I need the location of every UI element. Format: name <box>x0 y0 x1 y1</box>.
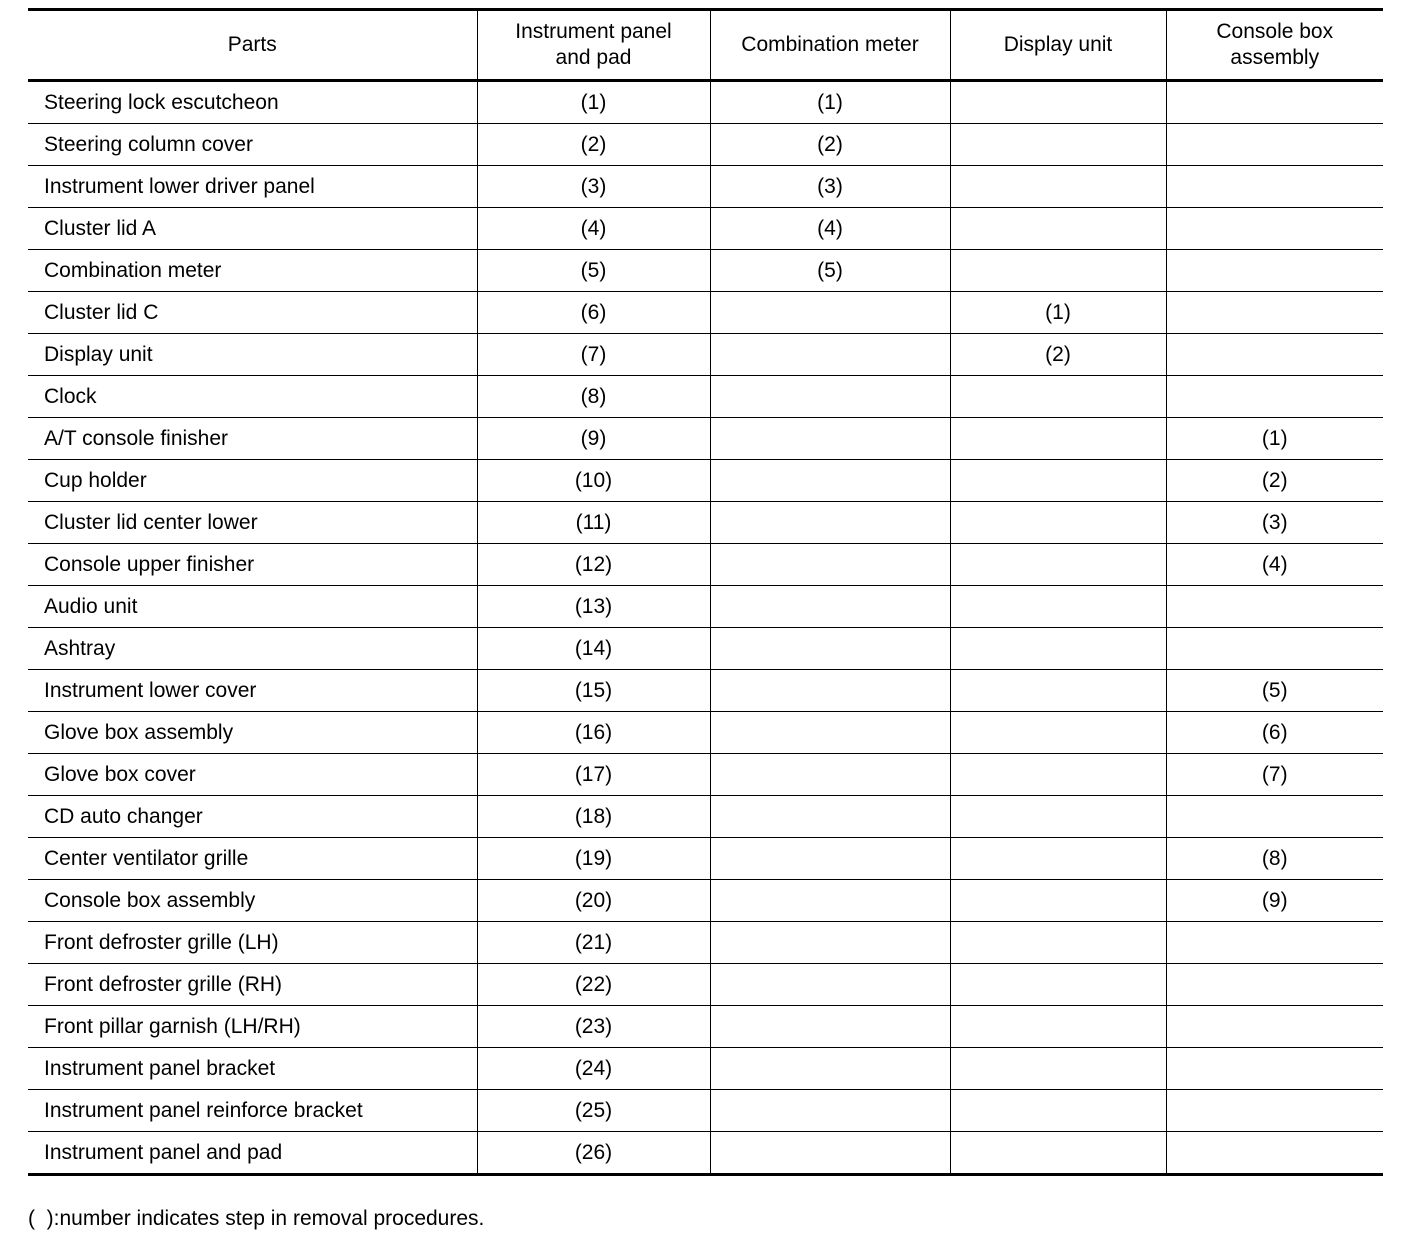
instrument-panel-step-cell: (16) <box>477 712 710 754</box>
console-box-step-cell <box>1166 1090 1383 1132</box>
display-unit-step-cell <box>950 1090 1166 1132</box>
display-unit-step-cell <box>950 1006 1166 1048</box>
instrument-panel-step-cell: (10) <box>477 460 710 502</box>
display-unit-step-cell <box>950 880 1166 922</box>
display-unit-step-cell <box>950 712 1166 754</box>
instrument-panel-step-cell: (13) <box>477 586 710 628</box>
display-unit-step-cell <box>950 586 1166 628</box>
instrument-panel-step-cell: (20) <box>477 880 710 922</box>
header-instrument-panel-and-pad: Instrument panel and pad <box>477 10 710 81</box>
table-row <box>28 796 1383 838</box>
combination-meter-step-cell <box>710 292 950 334</box>
display-unit-step-cell <box>950 838 1166 880</box>
console-box-step-cell <box>1166 1132 1383 1175</box>
instrument-panel-step-cell: (24) <box>477 1048 710 1090</box>
part-name-cell: Instrument panel and pad <box>28 1132 477 1175</box>
display-unit-step-cell: (1) <box>950 292 1166 334</box>
combination-meter-step-cell <box>710 754 950 796</box>
part-name-cell: Cluster lid center lower <box>28 502 477 544</box>
part-name-cell: Front defroster grille (LH) <box>28 922 477 964</box>
console-box-step-cell: (7) <box>1166 754 1383 796</box>
combination-meter-step-cell: (3) <box>710 166 950 208</box>
part-name-cell: Instrument panel reinforce bracket <box>28 1090 477 1132</box>
combination-meter-step-cell <box>710 670 950 712</box>
combination-meter-step-cell <box>710 838 950 880</box>
console-box-step-cell <box>1166 628 1383 670</box>
display-unit-step-cell <box>950 922 1166 964</box>
instrument-panel-step-cell: (8) <box>477 376 710 418</box>
table-row <box>28 292 1383 334</box>
display-unit-step-cell <box>950 502 1166 544</box>
console-box-step-cell <box>1166 586 1383 628</box>
table-row <box>28 250 1383 292</box>
combination-meter-step-cell <box>710 460 950 502</box>
instrument-panel-step-cell: (15) <box>477 670 710 712</box>
console-box-step-cell <box>1166 81 1383 124</box>
combination-meter-step-cell <box>710 1090 950 1132</box>
table-row <box>28 502 1383 544</box>
instrument-panel-step-cell: (14) <box>477 628 710 670</box>
table-row <box>28 166 1383 208</box>
table-row <box>28 922 1383 964</box>
part-name-cell: Front defroster grille (RH) <box>28 964 477 1006</box>
console-box-step-cell <box>1166 796 1383 838</box>
display-unit-step-cell <box>950 418 1166 460</box>
table-row <box>28 1006 1383 1048</box>
combination-meter-step-cell <box>710 586 950 628</box>
combination-meter-step-cell <box>710 1048 950 1090</box>
instrument-panel-step-cell: (5) <box>477 250 710 292</box>
instrument-panel-step-cell: (19) <box>477 838 710 880</box>
table-row <box>28 670 1383 712</box>
display-unit-step-cell <box>950 166 1166 208</box>
display-unit-step-cell <box>950 376 1166 418</box>
part-name-cell: Center ventilator grille <box>28 838 477 880</box>
part-name-cell: Clock <box>28 376 477 418</box>
table-row <box>28 460 1383 502</box>
display-unit-step-cell <box>950 964 1166 1006</box>
part-name-cell: Console upper finisher <box>28 544 477 586</box>
combination-meter-step-cell: (1) <box>710 81 950 124</box>
instrument-panel-step-cell: (26) <box>477 1132 710 1175</box>
display-unit-step-cell <box>950 1048 1166 1090</box>
table-row <box>28 586 1383 628</box>
table-row <box>28 628 1383 670</box>
part-name-cell: Instrument lower driver panel <box>28 166 477 208</box>
footnote: ( ):number indicates step in removal procedures. <box>28 1207 485 1230</box>
instrument-panel-step-cell: (17) <box>477 754 710 796</box>
header-parts: Parts <box>28 10 477 81</box>
console-box-step-cell <box>1166 964 1383 1006</box>
display-unit-step-cell <box>950 628 1166 670</box>
console-box-step-cell <box>1166 334 1383 376</box>
table-row <box>28 1132 1383 1175</box>
combination-meter-step-cell <box>710 334 950 376</box>
part-name-cell: Console box assembly <box>28 880 477 922</box>
instrument-panel-step-cell: (23) <box>477 1006 710 1048</box>
part-name-cell: Glove box assembly <box>28 712 477 754</box>
display-unit-step-cell <box>950 81 1166 124</box>
console-box-step-cell: (5) <box>1166 670 1383 712</box>
combination-meter-step-cell <box>710 628 950 670</box>
combination-meter-step-cell <box>710 1132 950 1175</box>
display-unit-step-cell <box>950 208 1166 250</box>
part-name-cell: Steering lock escutcheon <box>44 90 279 114</box>
table-row <box>28 544 1383 586</box>
console-box-step-cell <box>1166 292 1383 334</box>
header-console-box-assembly: Console box assembly <box>1166 10 1383 81</box>
combination-meter-step-cell <box>710 502 950 544</box>
table-row <box>28 418 1383 460</box>
instrument-panel-step-cell: (4) <box>477 208 710 250</box>
table-body <box>28 81 1383 1175</box>
display-unit-step-cell <box>950 460 1166 502</box>
console-box-step-cell: (2) <box>1166 460 1383 502</box>
instrument-panel-step-cell: (18) <box>477 796 710 838</box>
instrument-panel-step-cell: (2) <box>477 124 710 166</box>
display-unit-step-cell <box>950 544 1166 586</box>
instrument-panel-step-cell: (22) <box>477 964 710 1006</box>
display-unit-step-cell <box>950 670 1166 712</box>
part-name-cell: Ashtray <box>28 628 477 670</box>
combination-meter-step-cell <box>710 376 950 418</box>
table-row <box>28 964 1383 1006</box>
combination-meter-step-cell <box>710 796 950 838</box>
table-row <box>28 376 1383 418</box>
combination-meter-step-cell <box>710 712 950 754</box>
part-name-cell: A/T console finisher <box>28 418 477 460</box>
table-row <box>28 81 1383 124</box>
console-box-step-cell: (6) <box>1166 712 1383 754</box>
table-row <box>28 838 1383 880</box>
header-row <box>28 10 1383 81</box>
console-box-step-cell <box>1166 166 1383 208</box>
console-box-step-cell <box>1166 922 1383 964</box>
instrument-panel-step-cell: (21) <box>477 922 710 964</box>
table-row <box>28 1090 1383 1132</box>
console-box-step-cell: (9) <box>1166 880 1383 922</box>
console-box-step-cell <box>1166 250 1383 292</box>
instrument-panel-step-cell: (9) <box>477 418 710 460</box>
parts-removal-table <box>28 8 1383 1176</box>
console-box-step-cell <box>1166 1006 1383 1048</box>
display-unit-step-cell <box>950 250 1166 292</box>
part-name-cell: Cup holder <box>28 460 477 502</box>
combination-meter-step-cell <box>710 1006 950 1048</box>
part-name-cell: Instrument panel bracket <box>28 1048 477 1090</box>
combination-meter-step-cell <box>710 880 950 922</box>
part-name-cell: Instrument lower cover <box>28 670 477 712</box>
table-row <box>28 712 1383 754</box>
combination-meter-step-cell: (2) <box>710 124 950 166</box>
table-row <box>28 124 1383 166</box>
part-name-cell: Steering column cover <box>28 124 477 166</box>
console-box-step-cell <box>1166 1048 1383 1090</box>
header-combination-meter: Combination meter <box>710 10 950 81</box>
table-row <box>28 208 1383 250</box>
console-box-step-cell <box>1166 376 1383 418</box>
part-name-cell: Display unit <box>28 334 477 376</box>
table-row <box>28 1048 1383 1090</box>
instrument-panel-step-cell: (6) <box>477 292 710 334</box>
combination-meter-step-cell <box>710 964 950 1006</box>
instrument-panel-step-cell: (12) <box>477 544 710 586</box>
console-box-step-cell <box>1166 208 1383 250</box>
combination-meter-step-cell <box>710 922 950 964</box>
header-display-unit: Display unit <box>950 10 1166 81</box>
part-name-cell: Glove box cover <box>28 754 477 796</box>
table-row <box>28 754 1383 796</box>
console-box-step-cell: (4) <box>1166 544 1383 586</box>
part-name-cell: Audio unit <box>28 586 477 628</box>
console-box-step-cell: (1) <box>1166 418 1383 460</box>
console-box-step-cell <box>1166 124 1383 166</box>
console-box-step-cell: (8) <box>1166 838 1383 880</box>
display-unit-step-cell <box>950 1132 1166 1175</box>
display-unit-step-cell <box>950 754 1166 796</box>
instrument-panel-step-cell: (3) <box>477 166 710 208</box>
part-name-cell: Combination meter <box>28 250 477 292</box>
part-name-cell: Front pillar garnish (LH/RH) <box>28 1006 477 1048</box>
combination-meter-step-cell: (5) <box>710 250 950 292</box>
combination-meter-step-cell <box>710 544 950 586</box>
display-unit-step-cell <box>950 796 1166 838</box>
instrument-panel-step-cell: (25) <box>477 1090 710 1132</box>
part-name-cell: Cluster lid A <box>28 208 477 250</box>
part-name-cell: Cluster lid C <box>28 292 477 334</box>
table-header <box>28 10 1383 81</box>
combination-meter-step-cell: (4) <box>710 208 950 250</box>
instrument-panel-step-cell: (7) <box>477 334 710 376</box>
table-row <box>28 880 1383 922</box>
table-row <box>28 334 1383 376</box>
display-unit-step-cell <box>950 124 1166 166</box>
part-name-cell: CD auto changer <box>28 796 477 838</box>
instrument-panel-step-cell: (1) <box>477 81 710 124</box>
console-box-step-cell: (3) <box>1166 502 1383 544</box>
combination-meter-step-cell <box>710 418 950 460</box>
display-unit-step-cell: (2) <box>950 334 1166 376</box>
instrument-panel-step-cell: (11) <box>477 502 710 544</box>
